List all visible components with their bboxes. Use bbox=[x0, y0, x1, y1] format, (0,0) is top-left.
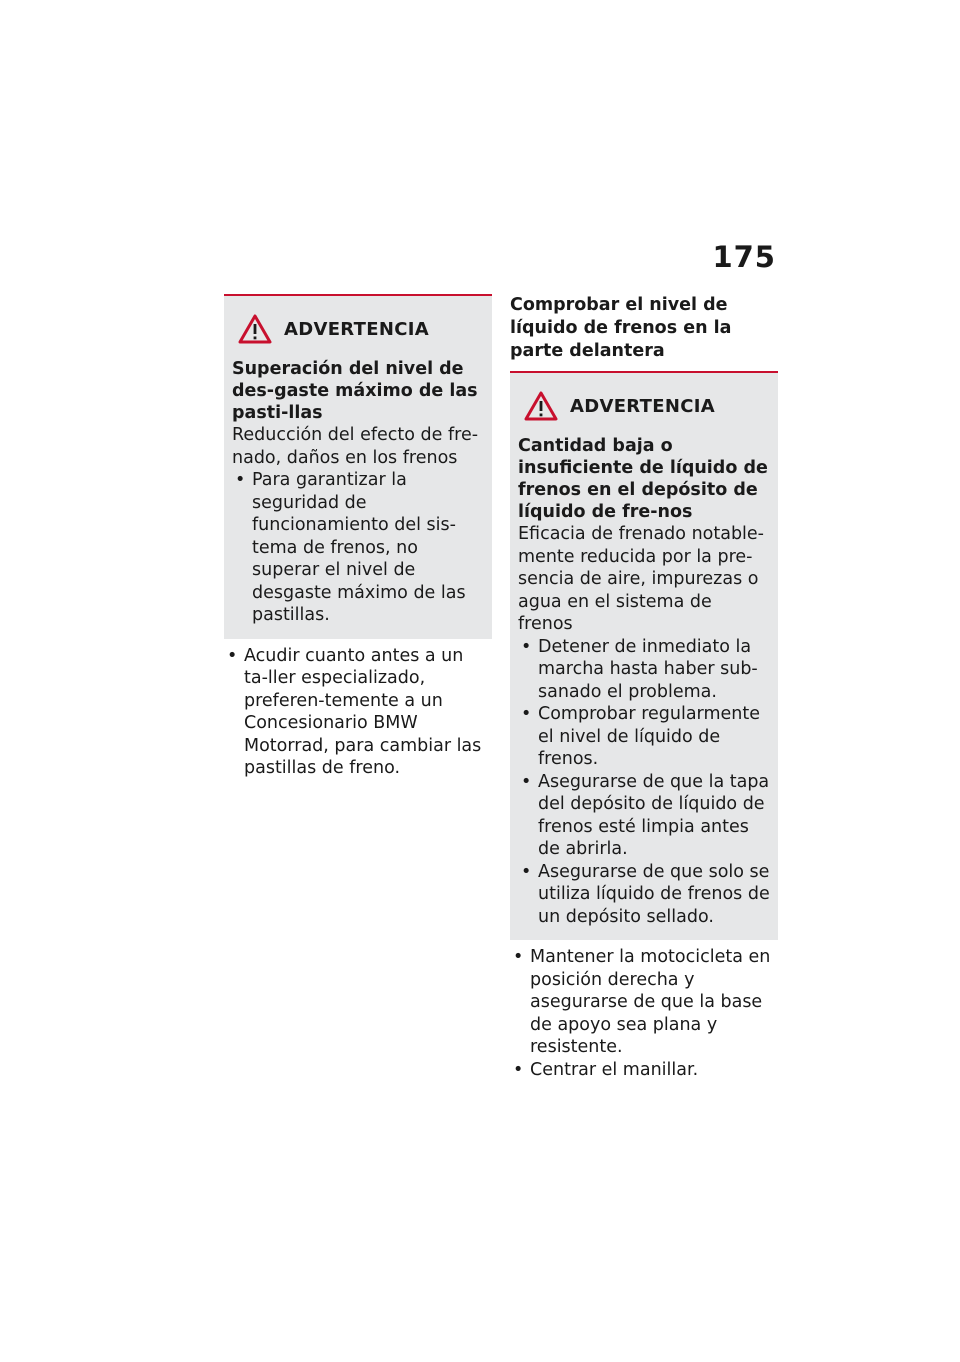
left-column bbox=[224, 294, 492, 780]
warning-box-brake-pads bbox=[224, 294, 492, 639]
warning-triangle-icon bbox=[524, 391, 558, 421]
warning-header bbox=[232, 314, 484, 344]
warning-title: Superación del nivel de des-gaste máximo de las pasti-llas bbox=[232, 359, 478, 423]
list-item: • Para garantizar la seguridad de funcionamiento del sis-tema de frenos, no superar el nivel de desgaste máximo de las pastillas. bbox=[232, 469, 484, 627]
warning-label: ADVERTENCIA bbox=[284, 318, 429, 340]
list-item: • Detener de inmediato la marcha hasta haber sub-sanado el problema. bbox=[518, 636, 770, 704]
warning-consequence: Eficacia de frenado notable-mente reducida por la pre-sencia de aire, impurezas o agua en el sistema de frenos bbox=[518, 524, 764, 634]
list-item: • Asegurarse de que la tapa del depósito de líquido de frenos esté limpia antes de abrirla. bbox=[518, 771, 770, 861]
warning-bullet-list bbox=[232, 469, 484, 627]
list-item: • Asegurarse de que solo se utiliza líquido de frenos de un depósito sellado. bbox=[518, 861, 770, 929]
warning-triangle-icon bbox=[238, 314, 272, 344]
page-number: 175 bbox=[712, 240, 776, 274]
warning-label: ADVERTENCIA bbox=[570, 395, 715, 417]
warning-consequence: Reducción del efecto de fre-nado, daños en los frenos bbox=[232, 425, 479, 468]
list-item: • Centrar el manillar. bbox=[510, 1059, 778, 1082]
warning-title: Cantidad baja o insuficiente de líquido de frenos en el depósito de líquido de fre-nos bbox=[518, 436, 768, 522]
warning-header bbox=[518, 391, 770, 421]
instruction-list bbox=[510, 946, 778, 1081]
warning-box-brake-fluid bbox=[510, 373, 778, 940]
list-item: • Comprobar regularmente el nivel de líquido de frenos. bbox=[518, 703, 770, 771]
list-item: • Mantener la motocicleta en posición derecha y asegurarse de que la base de apoyo sea plana y resistente. bbox=[510, 946, 778, 1059]
list-item: • Acudir cuanto antes a un ta-ller especializado, preferen-temente a un Concesionario BMW Motorrad, para cambiar las pastillas de freno. bbox=[224, 645, 492, 780]
right-column bbox=[510, 294, 778, 1081]
instruction-list bbox=[224, 645, 492, 780]
section-title: Comprobar el nivel de líquido de frenos en la parte delantera bbox=[510, 294, 778, 373]
warning-bullet-list bbox=[518, 636, 770, 929]
